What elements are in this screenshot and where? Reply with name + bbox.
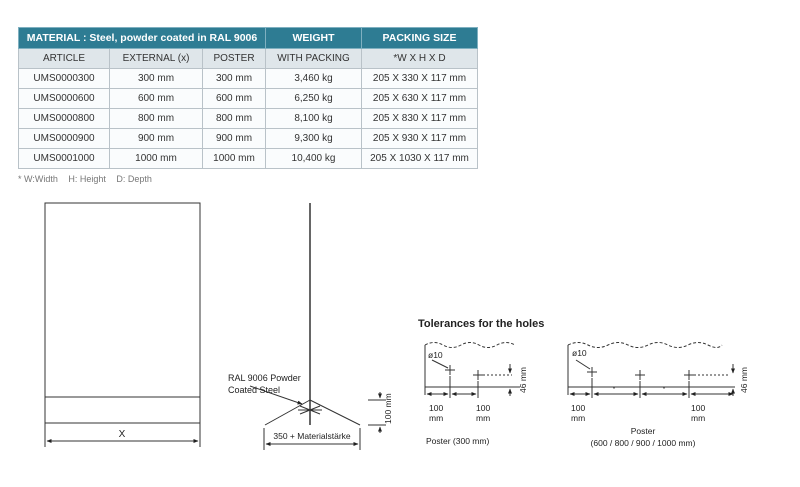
weight-cell: 8,100 kg bbox=[266, 109, 362, 129]
quote-mark-a: " bbox=[612, 387, 616, 394]
external-cell: 1000 mm bbox=[110, 149, 203, 169]
width-label: X bbox=[118, 429, 126, 440]
weight-cell: 3,460 kg bbox=[266, 69, 362, 89]
front-view bbox=[45, 203, 200, 447]
frame-outline bbox=[45, 203, 200, 423]
packing-cell: 205 X 1030 X 117 mm bbox=[362, 149, 478, 169]
weight-cell: 9,300 kg bbox=[266, 129, 362, 149]
side-view bbox=[250, 203, 386, 450]
poster-cell: 1000 mm bbox=[203, 149, 266, 169]
dimensions-subheader: *W X H X D bbox=[362, 49, 478, 69]
external-cell: 900 mm bbox=[110, 129, 203, 149]
packing-cell: 205 X 630 X 117 mm bbox=[362, 89, 478, 109]
article-subheader: ARTICLE bbox=[19, 49, 110, 69]
hole-dia-small: ø10 bbox=[428, 350, 443, 360]
dim-mm-small-a: mm bbox=[429, 413, 444, 423]
with-packing-subheader: WITH PACKING bbox=[266, 49, 362, 69]
hole-dia-large: ø10 bbox=[572, 348, 587, 358]
dim-mm-large-b: mm bbox=[691, 413, 706, 423]
footnote-depth: D: Depth bbox=[116, 174, 152, 184]
dim-100-large-b: 100 bbox=[691, 403, 706, 413]
external-subheader: EXTERNAL (x) bbox=[110, 49, 203, 69]
poster-cell: 300 mm bbox=[203, 69, 266, 89]
dim-46-large: 46 mm bbox=[739, 367, 749, 393]
dim-100-small-b: 100 bbox=[476, 403, 491, 413]
poster-cell: 800 mm bbox=[203, 109, 266, 129]
weight-cell: 6,250 kg bbox=[266, 89, 362, 109]
material-header: MATERIAL : Steel, powder coated in RAL 9006 bbox=[19, 28, 266, 49]
base-width-label: 350 + Materialstärke bbox=[273, 431, 351, 441]
dim-mm-small-b: mm bbox=[476, 413, 491, 423]
article-cell: UMS0000300 bbox=[19, 69, 110, 89]
article-cell: UMS0001000 bbox=[19, 149, 110, 169]
packing-cell: 205 X 330 X 117 mm bbox=[362, 69, 478, 89]
dim-46-small: 46 mm bbox=[518, 367, 528, 393]
dim-100-large-a: 100 bbox=[571, 403, 586, 413]
footnote-width: * W:Width bbox=[18, 174, 58, 184]
packing-header: PACKING SIZE bbox=[362, 28, 478, 49]
poster-large-label-line2: (600 / 800 / 900 / 1000 mm) bbox=[590, 438, 696, 448]
external-cell: 300 mm bbox=[110, 69, 203, 89]
tolerances-title: Tolerances for the holes bbox=[418, 318, 545, 330]
poster-small-label: Poster (300 mm) bbox=[426, 436, 490, 446]
dim-mm-large-a: mm bbox=[571, 413, 586, 423]
packing-cell: 205 X 930 X 117 mm bbox=[362, 129, 478, 149]
poster-large-label-line1: Poster bbox=[630, 426, 656, 436]
dim-100-small-a: 100 bbox=[429, 403, 444, 413]
external-cell: 600 mm bbox=[110, 89, 203, 109]
weight-header: WEIGHT bbox=[266, 28, 362, 49]
article-cell: UMS0000600 bbox=[19, 89, 110, 109]
footnote-height: H: Height bbox=[68, 174, 106, 184]
quote-mark-b: " bbox=[662, 387, 666, 394]
poster-cell: 600 mm bbox=[203, 89, 266, 109]
weight-cell: 10,400 kg bbox=[266, 149, 362, 169]
poster-subheader: POSTER bbox=[203, 49, 266, 69]
ral-label-line1: RAL 9006 Powder bbox=[228, 373, 301, 383]
article-cell: UMS0000800 bbox=[19, 109, 110, 129]
poster-cell: 900 mm bbox=[203, 129, 266, 149]
ral-label-line2: Coated Steel bbox=[228, 385, 281, 395]
packing-cell: 205 X 830 X 117 mm bbox=[362, 109, 478, 129]
external-cell: 800 mm bbox=[110, 109, 203, 129]
article-cell: UMS0000900 bbox=[19, 129, 110, 149]
base-height-label: 100 mm bbox=[383, 393, 393, 424]
hole-diagram-large bbox=[568, 343, 735, 399]
